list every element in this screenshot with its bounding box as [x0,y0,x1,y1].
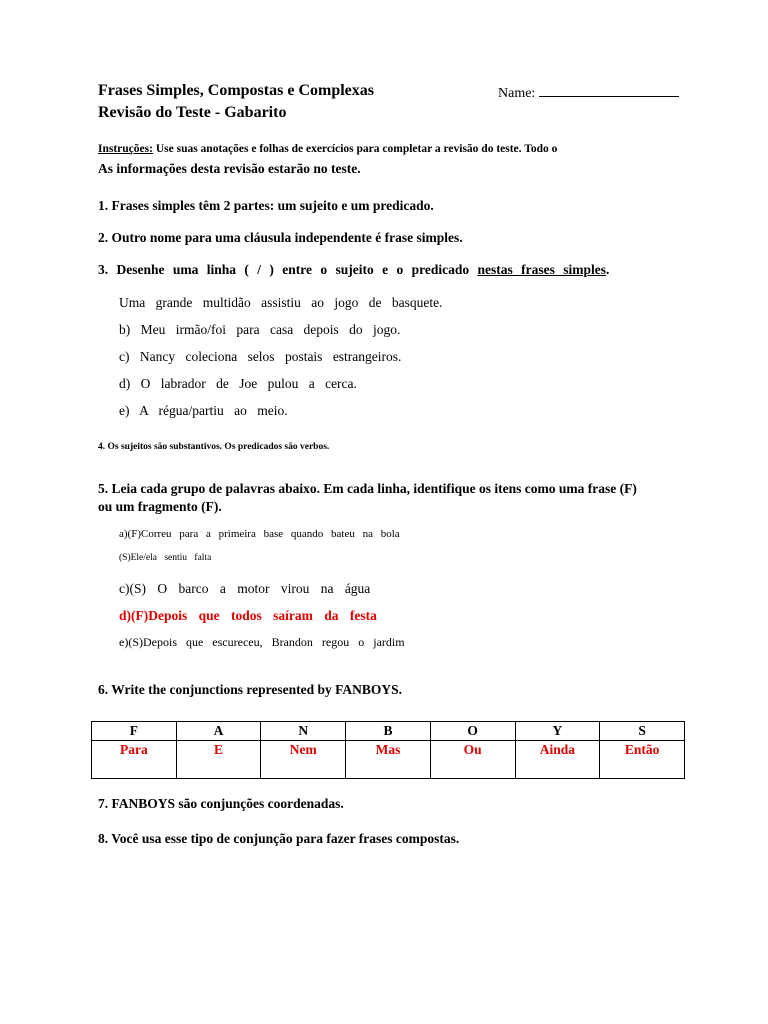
fanboys-answer-row [92,741,685,779]
question-3-item-e: e) A régua/partiu ao meio. [119,403,288,418]
question-3-prefix: 3. Desenhe uma linha ( / ) entre o sujeito e o predicado [98,262,478,277]
name-label: Name: [498,86,536,101]
question-5-line-1: 5. Leia cada grupo de palavras abaixo. Em cada linha, identifique os itens como uma frase (F) [98,481,637,496]
name-blank-line[interactable] [539,84,679,97]
question-6: 6. Write the conjunctions represented by FANBOYS. [98,682,403,697]
fanboys-answer-cell[interactable]: Para [92,741,177,779]
question-5 [98,480,637,516]
fanboys-answer-cell[interactable]: Então [600,741,685,779]
question-3-item-d: d) O labrador de Joe pulou a cerca. [119,376,357,391]
fanboys-answer-cell[interactable]: Ou [430,741,515,779]
instructions-line-2: As informações desta revisão estarão no teste. [98,161,361,176]
fanboys-header-cell: Y [515,722,600,741]
question-5-item-a: a)(F)Correu para a primeira base quando bateu na bola [119,528,400,540]
question-8: 8. Você usa esse tipo de conjunção para fazer frases compostas. [98,831,460,846]
fanboys-answer-cell[interactable]: Nem [261,741,346,779]
fanboys-header-cell: F [92,722,177,741]
question-7: 7. FANBOYS são conjunções coordenadas. [98,796,344,811]
question-3-item-a: Uma grande multidão assistiu ao jogo de basquete. [119,295,443,310]
fanboys-answer-cell[interactable]: Ainda [515,741,600,779]
fanboys-table [91,721,685,779]
question-3-item-c: c) Nancy coleciona selos postais estrangeiros. [119,349,402,364]
instructions-label: Instruções: [98,143,153,155]
fanboys-header-row [92,722,685,741]
question-3-suffix: . [606,262,610,277]
document-title: Frases Simples, Compostas e Complexas [98,82,374,99]
question-5-line-2: ou um fragmento (F). [98,499,222,514]
question-3-underlined: nestas frases simples [477,262,606,277]
fanboys-header-cell: O [430,722,515,741]
question-5-item-d: d)(F)Depois que todos saíram da festa [119,608,377,623]
question-3-item-b: b) Meu irmão/foi para casa depois do jogo. [119,322,401,337]
instructions-text: Use suas anotações e folhas de exercícios para completar a revisão do teste. Todo o [152,143,558,155]
fanboys-header-cell: S [600,722,685,741]
document-subtitle: Revisão do Teste - Gabarito [98,104,287,121]
question-5-item-b: (S)Ele/ela sentiu falta [119,553,212,563]
question-2: 2. Outro nome para uma cláusula independente é frase simples. [98,230,463,245]
fanboys-header-cell: N [261,722,346,741]
question-5-item-c: c)(S) O barco a motor virou na água [119,581,371,596]
question-3 [98,262,609,278]
fanboys-header-cell: B [346,722,431,741]
fanboys-answer-cell[interactable]: Mas [346,741,431,779]
fanboys-answer-cell[interactable]: E [176,741,261,779]
question-1: 1. Frases simples têm 2 partes: um sujeito e um predicado. [98,198,434,213]
question-5-item-e: e)(S)Depois que escureceu, Brandon regou o jardim [119,635,405,649]
fanboys-header-cell: A [176,722,261,741]
name-field[interactable] [498,84,679,102]
instructions-line-1 [98,143,557,155]
question-4: 4. Os sujeitos são substantivos. Os predicados são verbos. [98,442,330,452]
